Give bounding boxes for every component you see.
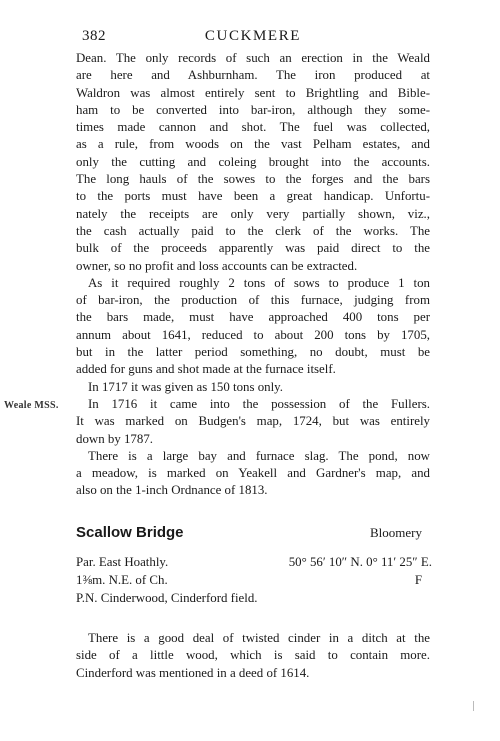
place-name: P.N. Cinderwood, Cinderford field. bbox=[76, 591, 258, 605]
text-line: In 1716 it came into the possession of the Fullers. bbox=[88, 396, 430, 411]
section-heading bbox=[76, 524, 430, 546]
parish: Par. East Hoathly. bbox=[76, 555, 169, 569]
text-line: annum about 1641, reduced to about 200 tons by 1705, bbox=[76, 327, 430, 342]
text-line: only the cutting and coleing brought into the accounts. bbox=[76, 154, 430, 169]
text-line: as a rule, from woods on the vast Pelham estates, and bbox=[76, 137, 430, 152]
text-line: ham to be converted into bar-iron, although they some- bbox=[76, 102, 430, 117]
info-row-place-name bbox=[76, 591, 432, 609]
text-line: a meadow, is marked on Yeakell and Gardner's map, and bbox=[76, 466, 430, 481]
text-line: nately the receipts are only very partially shown, viz., bbox=[76, 206, 430, 221]
text-line: to the ports must have been a great handicap. Unfortu- bbox=[76, 189, 430, 204]
text-line: added for guns and shot made at the furnace itself. bbox=[76, 362, 336, 377]
text-line: are here and Ashburnham. The iron produced at bbox=[76, 68, 430, 83]
info-row-distance bbox=[76, 573, 432, 591]
page-number: 382 bbox=[82, 28, 106, 44]
text-line: down by 1787. bbox=[76, 431, 153, 446]
text-line: It was marked on Budgen's map, 1724, but was entirely bbox=[76, 414, 430, 429]
text-line: owner, so no profit and loss accounts can be extracted. bbox=[76, 258, 358, 273]
text-line: of bar-iron, the production of this furnace, judging from bbox=[76, 293, 430, 308]
text-line: In 1717 it was given as 150 tons only. bbox=[88, 379, 284, 394]
text-line: but in the latter period something, no doubt, must be bbox=[76, 345, 430, 360]
page-header bbox=[76, 28, 430, 50]
running-title: CUCKMERE bbox=[204, 28, 302, 44]
coordinates: 50° 56′ 10″ N. 0° 11′ 25″ E. bbox=[288, 555, 432, 569]
text-line: As it required roughly 2 tons of sows to produce 1 ton bbox=[88, 275, 430, 290]
text-line: There is a good deal of twisted cinder in a ditch at the bbox=[88, 631, 430, 645]
section-paragraph bbox=[76, 630, 430, 682]
text-line: side of a little wood, which is said to contain more. bbox=[76, 648, 430, 663]
text-line: Waldron was almost entirely sent to Brightling and Bible- bbox=[76, 85, 430, 100]
text-line: There is a large bay and furnace slag. The pond, now bbox=[88, 448, 430, 463]
text-line: Dean. The only records of such an erection in the Weald bbox=[76, 51, 430, 65]
section-title: Scallow Bridge bbox=[76, 524, 184, 541]
text-line: times made cannon and shot. The fuel was collected, bbox=[76, 120, 430, 135]
site-code: F bbox=[414, 573, 422, 587]
distance: 1⅜m. N.E. of Ch. bbox=[76, 573, 168, 587]
margin-note: Weale MSS. bbox=[4, 400, 59, 411]
text-line: the cash actually paid to the clerk of the works. The bbox=[76, 223, 430, 238]
text-line: bulk of the proceeds apparently was paid direct to the bbox=[76, 241, 430, 256]
text-line: the bars made, must have approached 400 tons per bbox=[76, 310, 430, 325]
page-edge-mark bbox=[473, 701, 474, 711]
info-row-parish bbox=[76, 555, 432, 573]
text-line: The long hauls of the sowes to the forges and the bars bbox=[76, 172, 430, 187]
main-text bbox=[76, 50, 430, 500]
text-line: also on the 1-inch Ordnance of 1813. bbox=[76, 483, 268, 498]
section-type: Bloomery bbox=[370, 525, 422, 540]
text-line: Cinderford was mentioned in a deed of 1614. bbox=[76, 665, 310, 680]
